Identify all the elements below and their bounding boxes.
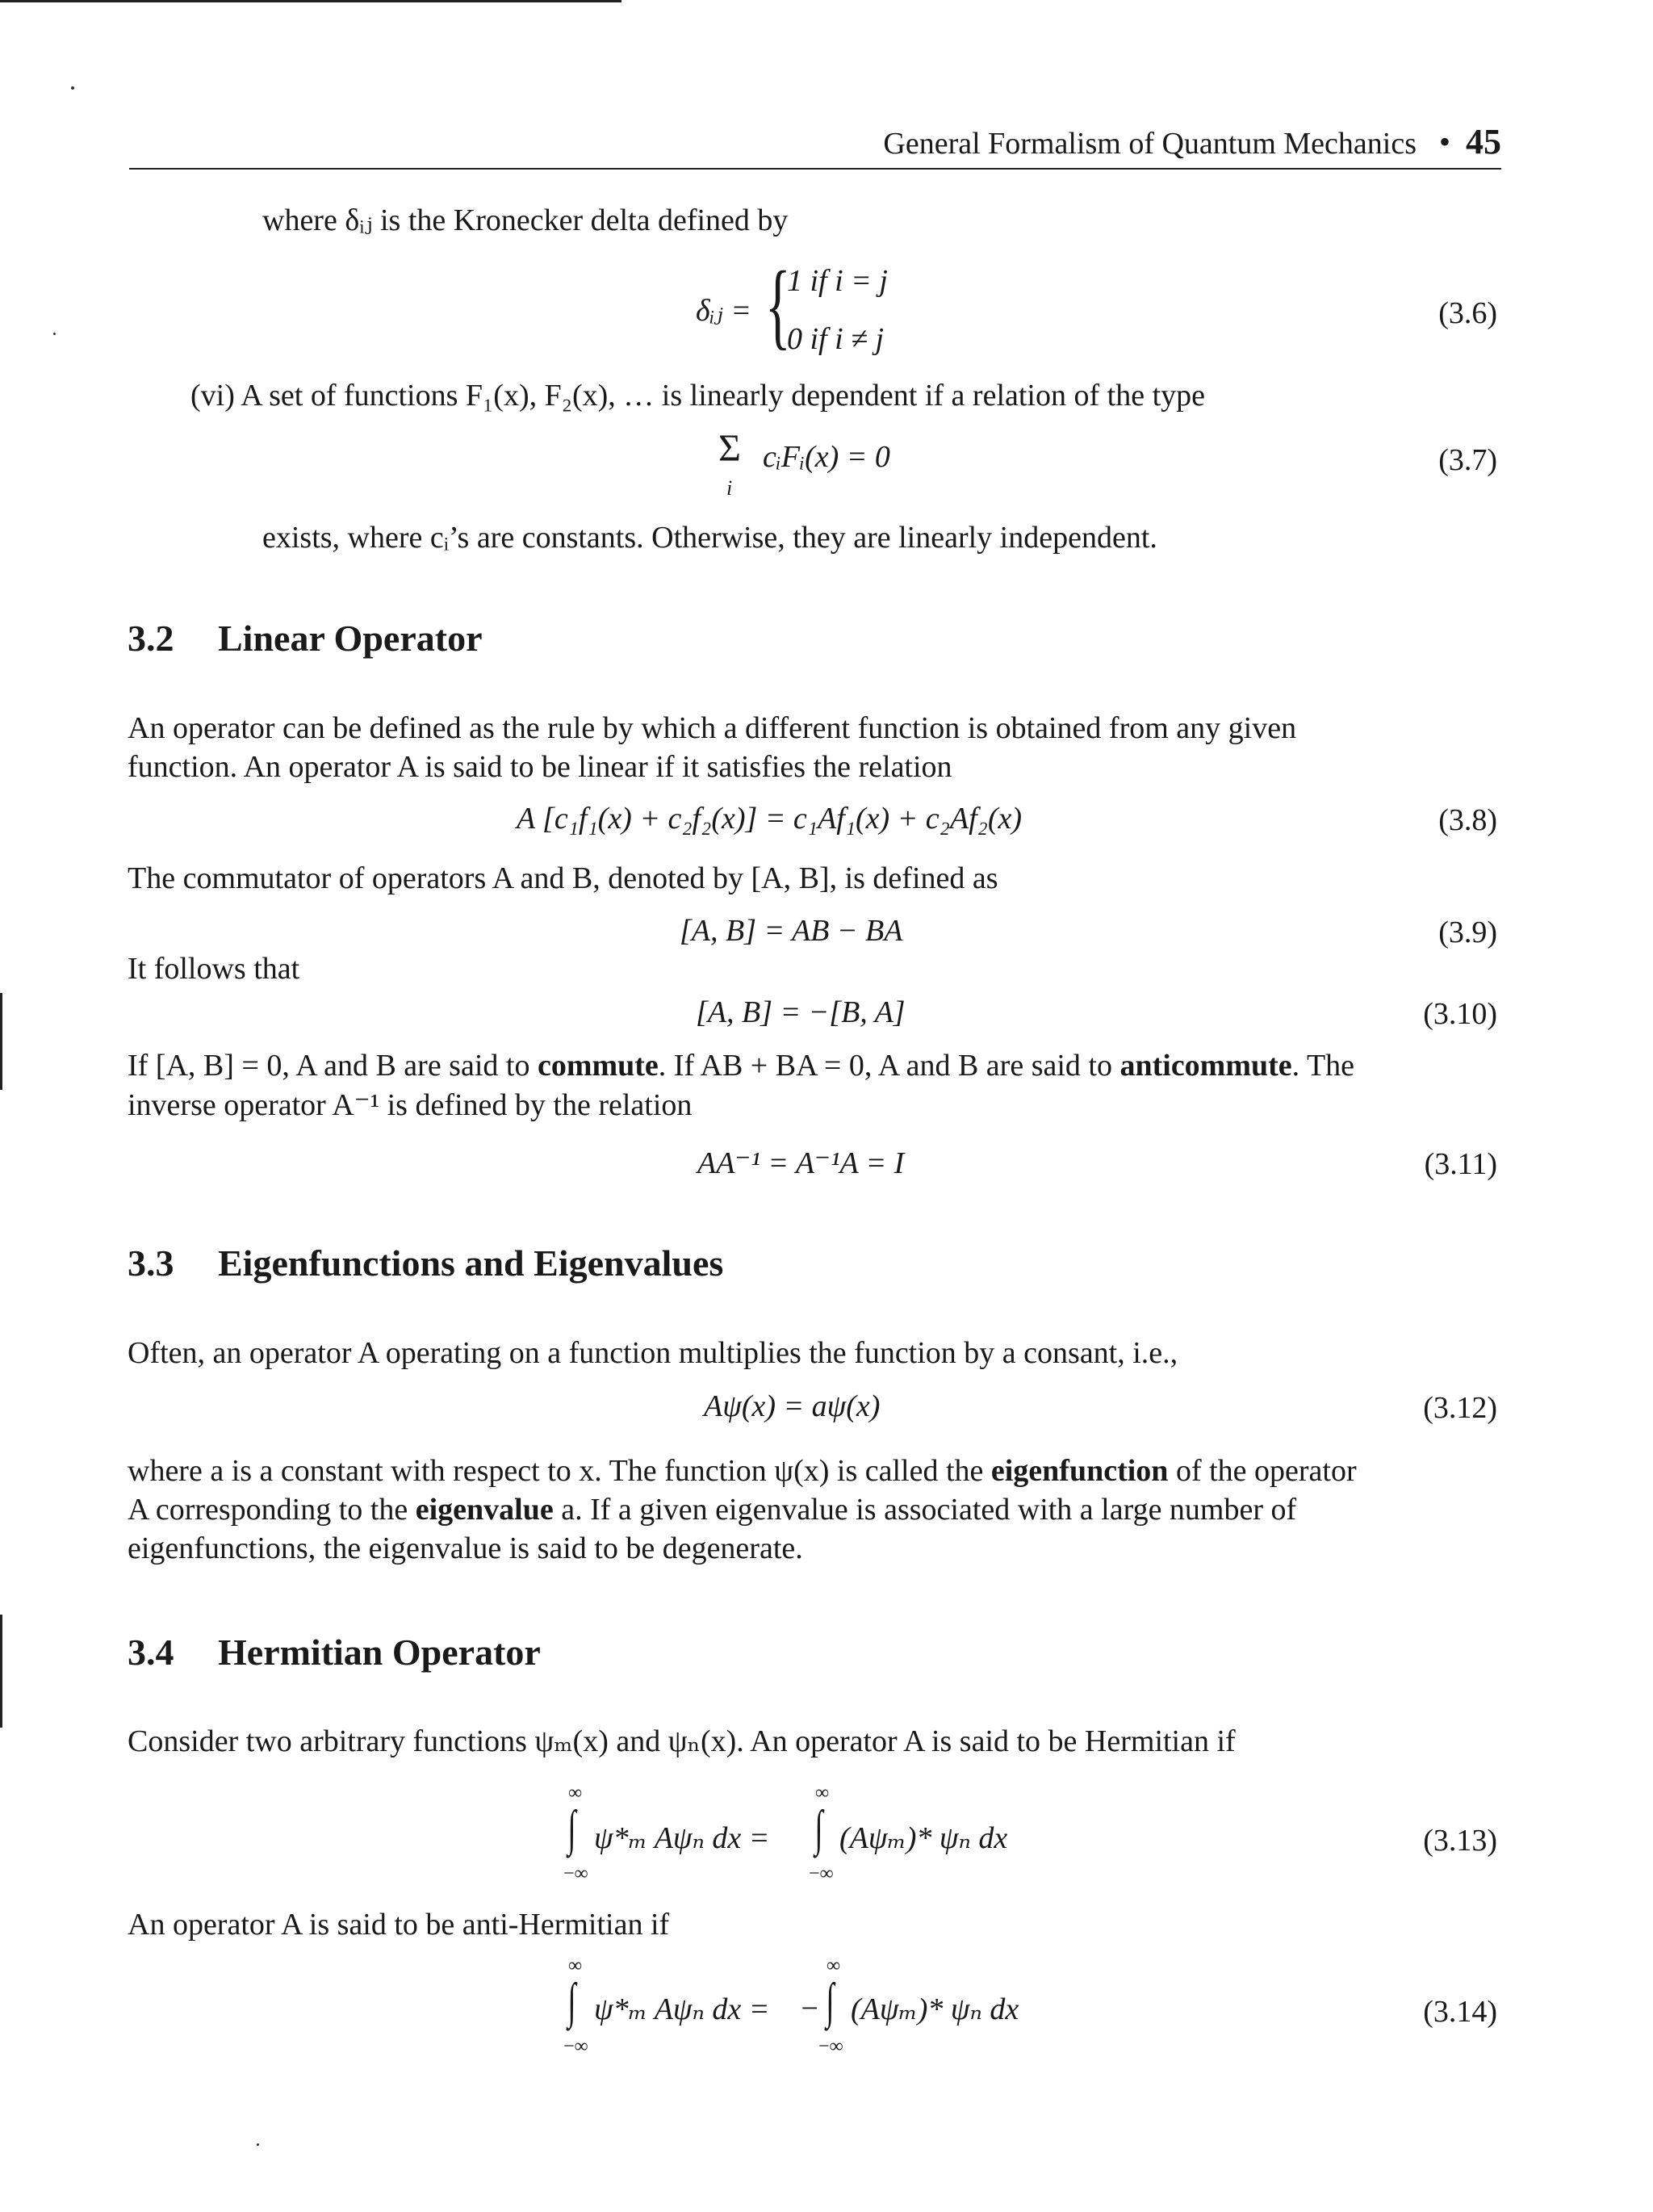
integral-upper-limit: ∞: [568, 1783, 583, 1804]
equation-3-9: [A, B] = AB − BA: [680, 914, 903, 948]
section-heading-3-4: [128, 1631, 541, 1674]
eigenfunction-term: eigenfunction: [990, 1454, 1169, 1488]
item-vi: (vi) A set of functions F₁(x), F₂(x), … is linearly dependent if a relation of the type: [190, 379, 1205, 413]
s33-paragraph-2-line-3: eigenfunctions, the eigenvalue is said to be degenerate.: [128, 1531, 803, 1565]
eq-3-8-number: (3.8): [1438, 803, 1497, 837]
section-title: Hermitian Operator: [218, 1632, 541, 1673]
s33-paragraph-1: Often, an operator A operating on a function multiplies the function by a consant, i.e.,: [128, 1336, 1178, 1370]
eq-3-7-sigma: Σ: [718, 427, 741, 470]
section-number: 3.3: [128, 1242, 174, 1284]
running-head: [129, 121, 1501, 170]
eq-3-6-brace: {: [765, 251, 791, 358]
eq-3-6-case2: 0 if i ≠ j: [787, 322, 885, 356]
section-heading-3-2: [128, 617, 482, 660]
section-title: Eigenfunctions and Eigenvalues: [218, 1242, 724, 1284]
s33-paragraph-2-line-1: [128, 1453, 1357, 1489]
eq-3-6-number: (3.6): [1438, 296, 1497, 330]
eq-3-12-number: (3.12): [1423, 1391, 1497, 1425]
eq-3-13-number: (3.13): [1423, 1824, 1497, 1858]
scan-speck: [53, 333, 56, 335]
equation-3-11: AA⁻¹ = A⁻¹A = I: [697, 1146, 905, 1180]
s33-paragraph-2-line-2: [128, 1492, 1296, 1527]
commute-text-2: . If AB + BA = 0, A and B are said to: [658, 1049, 1120, 1083]
integral-upper-limit: ∞: [568, 1955, 583, 1976]
eigenvalue-term: eigenvalue: [415, 1493, 554, 1527]
equation-3-8: A [c₁f₁(x) + c₂f₂(x)] = c₁Af₁(x) + c₂Af₂(x): [517, 802, 1023, 836]
eq-3-14-lhs: ψ*ₘ Aψₙ dx =: [594, 1992, 770, 2026]
eq-3-6-lhs: δᵢⱼ =: [696, 294, 751, 328]
commute-text-3: . The: [1291, 1049, 1355, 1083]
equation-3-10: [A, B] = −[B, A]: [696, 995, 906, 1029]
eq-3-9-number: (3.9): [1438, 915, 1497, 949]
integral-sign: ∫: [567, 1801, 576, 1856]
anticommute-term: anticommute: [1119, 1049, 1292, 1083]
eq-3-14-rhs: (Aψₘ)* ψₙ dx: [851, 1992, 1019, 2026]
kronecker-intro: where δᵢⱼ is the Kronecker delta defined by: [262, 203, 789, 237]
s33-text: A corresponding to the: [128, 1493, 416, 1527]
commute-text-1: If [A, B] = 0, A and B are said to: [128, 1049, 538, 1083]
equation-3-12: Aψ(x) = aψ(x): [704, 1389, 881, 1423]
section-title: Linear Operator: [218, 618, 483, 659]
integral-sign: ∫: [826, 1974, 835, 2029]
integral-lower-limit: −∞: [563, 1863, 588, 1884]
scan-speck: [257, 2143, 259, 2146]
s33-text: of the operator: [1168, 1454, 1357, 1488]
inverse-operator-line: inverse operator A⁻¹ is defined by the relation: [128, 1088, 693, 1122]
eq-3-11-number: (3.11): [1424, 1147, 1497, 1181]
s33-text: where a is a constant with respect to x. The function ψ(x) is called the: [128, 1454, 991, 1488]
s34-paragraph-1: Consider two arbitrary functions ψₘ(x) and ψₙ(x). An operator A is said to be Hermitian if: [128, 1724, 1236, 1758]
scan-speck: [71, 86, 74, 90]
eq-3-6-case1: 1 if i = j: [787, 264, 888, 298]
eq-3-7-number: (3.7): [1438, 443, 1497, 477]
section-heading-3-3: [128, 1242, 723, 1284]
integral-lower-limit: −∞: [809, 1863, 834, 1884]
s33-text: a. If a given eigenvalue is associated with a large number of: [553, 1493, 1297, 1527]
scan-top-rule: [0, 0, 621, 2]
it-follows-that: It follows that: [128, 952, 300, 986]
eq-3-7-index: i: [726, 476, 733, 500]
integral-lower-limit: −∞: [563, 2036, 588, 2057]
integral-upper-limit: ∞: [815, 1783, 830, 1804]
scan-edge-mark: [0, 1615, 2, 1728]
running-head-title: General Formalism of Quantum Mechanics: [883, 127, 1417, 161]
eq-3-10-number: (3.10): [1423, 997, 1497, 1031]
eq-3-14-number: (3.14): [1423, 1995, 1497, 2029]
s32-paragraph-line-1: An operator can be defined as the rule by which a different function is obtained from any given: [128, 711, 1297, 745]
integral-sign: ∫: [567, 1974, 576, 2029]
scan-edge-mark: [0, 993, 2, 1090]
integral-sign: ∫: [814, 1801, 823, 1856]
page-number: 45: [1466, 122, 1501, 161]
integral-upper-limit: ∞: [826, 1955, 841, 1976]
running-head-bullet: •: [1438, 124, 1450, 160]
section-number: 3.4: [128, 1632, 174, 1673]
commutator-definition: The commutator of operators A and B, denoted by [A, B], is defined as: [128, 861, 998, 895]
integral-lower-limit: −∞: [818, 2036, 843, 2057]
eq-3-14-minus: −: [799, 1992, 820, 2026]
eq-3-7-body: cᵢFᵢ(x) = 0: [763, 440, 890, 474]
commute-line: [128, 1048, 1354, 1083]
s34-paragraph-2: An operator A is said to be anti-Hermitian if: [128, 1908, 670, 1942]
s32-paragraph-line-2: function. An operator A is said to be linear if it satisfies the relation: [128, 750, 952, 784]
commute-term: commute: [537, 1049, 659, 1083]
section-number: 3.2: [128, 618, 174, 659]
eq-3-13-rhs: (Aψₘ)* ψₙ dx: [839, 1821, 1008, 1855]
exists-line: exists, where cᵢ’s are constants. Otherwise, they are linearly independent.: [262, 521, 1157, 555]
eq-3-13-lhs: ψ*ₘ Aψₙ dx =: [594, 1821, 770, 1855]
